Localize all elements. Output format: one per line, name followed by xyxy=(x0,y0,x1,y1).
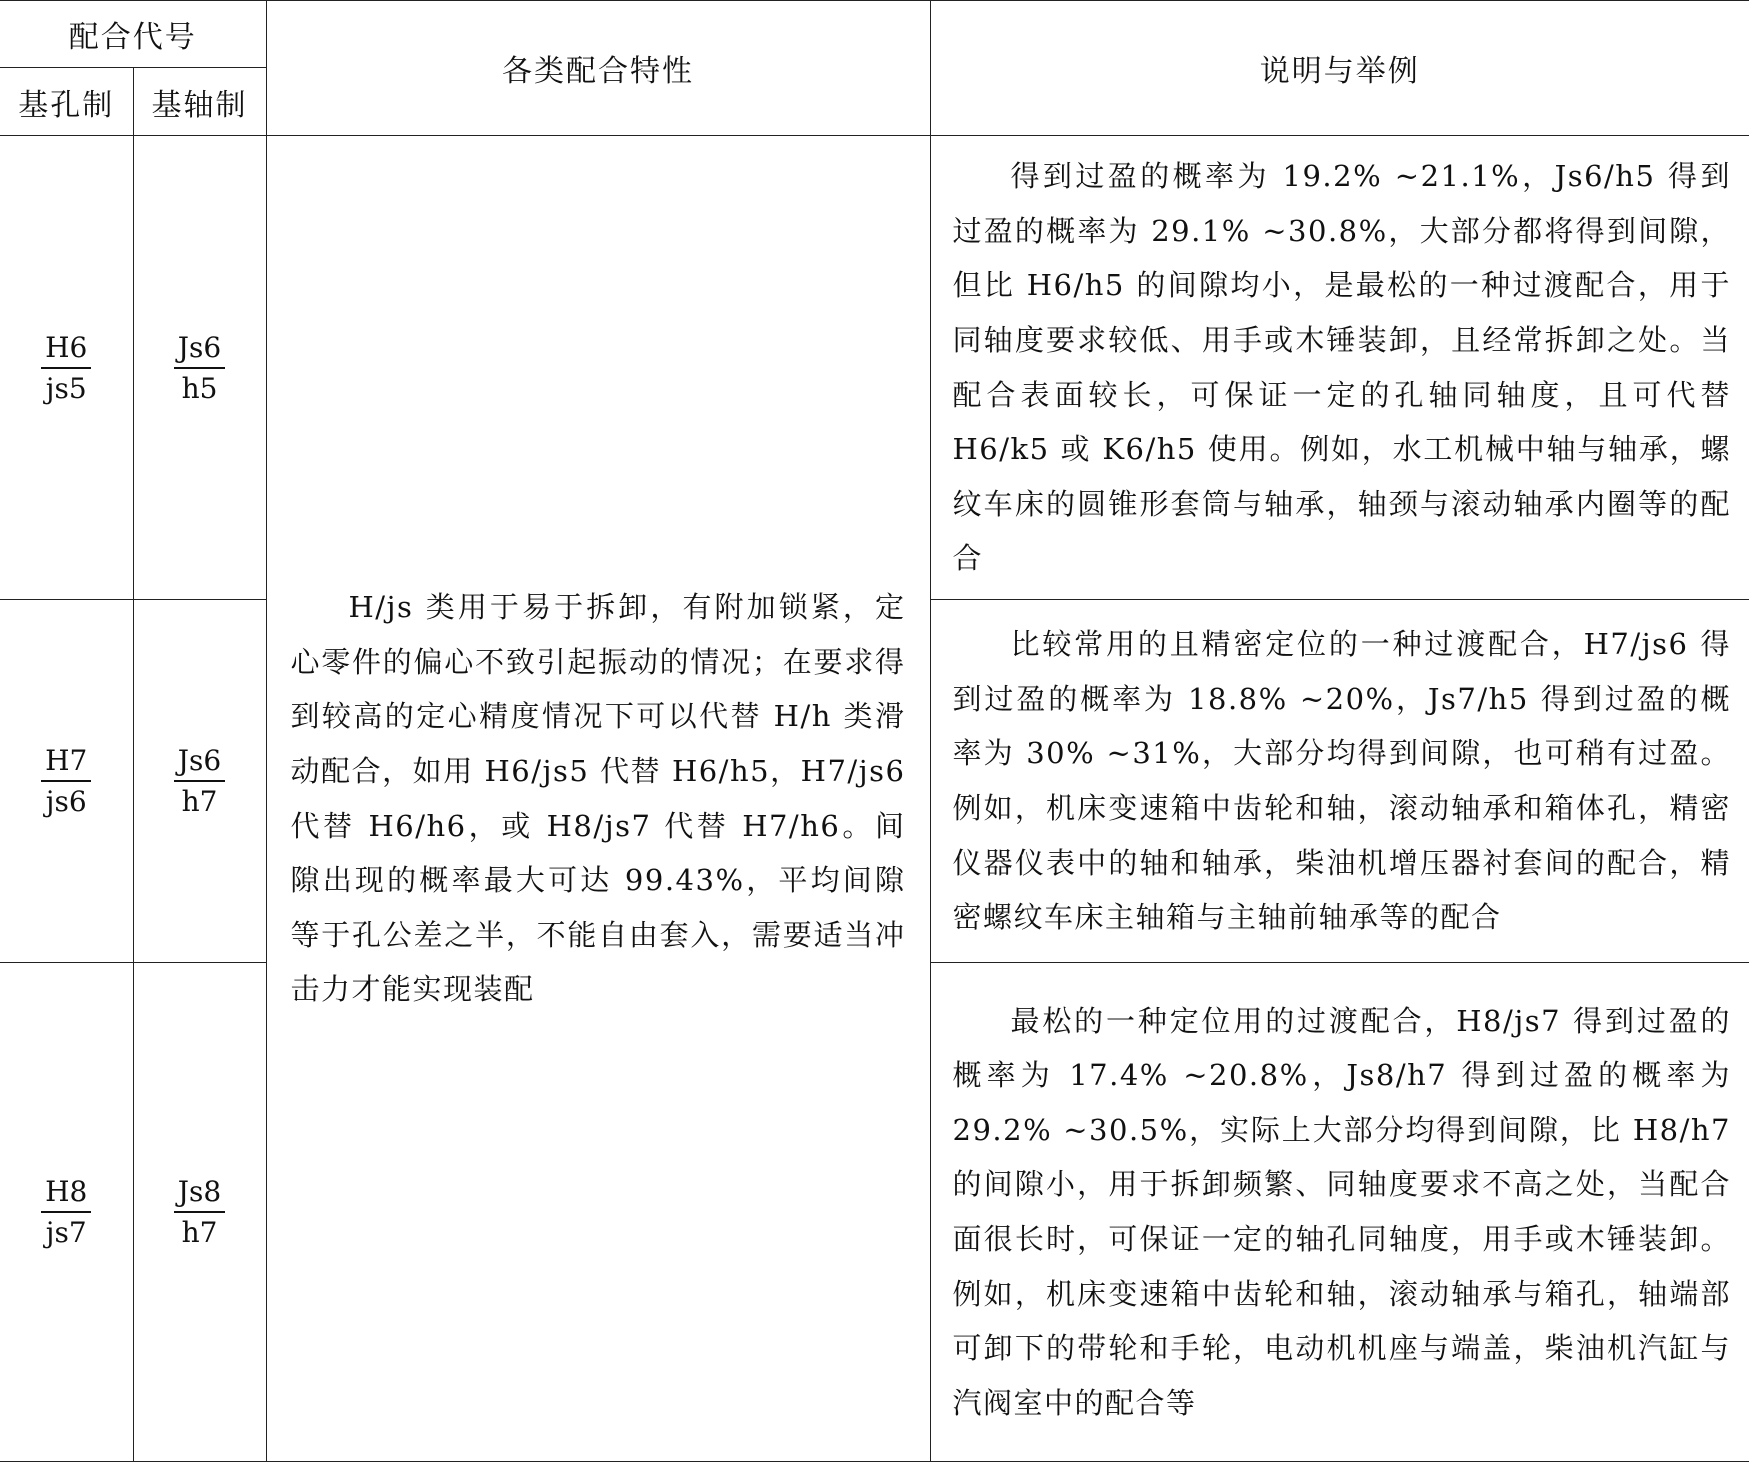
explanation-cell xyxy=(930,136,1749,600)
explanation-cell xyxy=(930,600,1749,963)
hole-basis-code: $\frac{H8}{js7}$ xyxy=(0,963,133,1462)
header-characteristics: 各类配合特性 xyxy=(266,1,930,136)
shaft-basis-code: $\frac{Js8}{h7}$ xyxy=(133,963,266,1462)
header-shaft-basis: 基轴制 xyxy=(133,68,266,136)
hole-basis-code: $\frac{H7}{js6}$ xyxy=(0,600,133,963)
shaft-basis-code: $\frac{Js6}{h5}$ xyxy=(133,136,266,600)
hole-basis-code: $\frac{H6}{js5}$ xyxy=(0,136,133,600)
header-explanation: 说明与举例 xyxy=(930,1,1749,136)
explanation-text: 比较常用的且精密定位的一种过渡配合，H7/js6 得到过盈的概率为 18.8% ~20%，Js7/h5 得到过盈的概率为 30% ~31%，大部分均得到间隙，也可稍有过盈。例如，机床变速箱中齿轮和轴，滚动轴承和箱体孔，精密仪器仪表中的轴和轴承，柴油机增压器衬套间的配合，精密螺纹车床主轴箱与主轴前轴承等的配合 xyxy=(952,627,1731,935)
explanation-text: 得到过盈的概率为 19.2% ~21.1%，Js6/h5 得到过盈的概率为 29.1% ~30.8%，大部分都将得到间隙，但比 H6/h5 的间隙均小，是最松的一种过渡配合，用于同轴度要求较低、用手或木锤装卸，且经常拆卸之处。当配合表面较长，可保证一定的孔轴同轴度，且可代替 H6/k5 或 K6/h5 使用。例如，水工机械中轴与轴承，螺纹车床的圆锥形套筒与轴承，轴颈与滚动轴承内圈等的配合 xyxy=(952,159,1731,576)
explanation-text: 最松的一种定位用的过渡配合，H8/js7 得到过盈的概率为 17.4% ~20.8%，Js8/h7 得到过盈的概率为 29.2% ~30.5%，实际上大部分均得到间隙，比 H8/h7 的间隙小，用于拆卸频繁、同轴度要求不高之处，当配合面很长时，可保证一定的轴孔同轴度，用手或木锤装卸。例如，机床变速箱中齿轮和轴，滚动轴承与箱孔，轴端部可卸下的带轮和手轮，电动机机座与端盖，柴油机汽缸与汽阀室中的配合等 xyxy=(952,1003,1731,1420)
characteristics-text: H/js 类用于易于拆卸，有附加锁紧，定心零件的偏心不致引起振动的情况；在要求得到较高的定心精度情况下可以代替 H/h 类滑动配合，如用 H6/js5 代替 H6/h5，H7/js6 代替 H6/h6，或 H8/js7 代替 H7/h6。间隙出现的概率最大可达 99.43%，平均间隙等于孔公差之半，不能自由套入，需要适当冲击力才能实现装配 xyxy=(290,590,906,1007)
explanation-cell xyxy=(930,963,1749,1462)
header-fit-code: 配合代号 xyxy=(0,1,266,68)
header-hole-basis: 基孔制 xyxy=(0,68,133,136)
table-row xyxy=(0,136,1749,600)
shaft-basis-code: $\frac{Js6}{h7}$ xyxy=(133,600,266,963)
characteristics-cell xyxy=(266,136,930,1462)
